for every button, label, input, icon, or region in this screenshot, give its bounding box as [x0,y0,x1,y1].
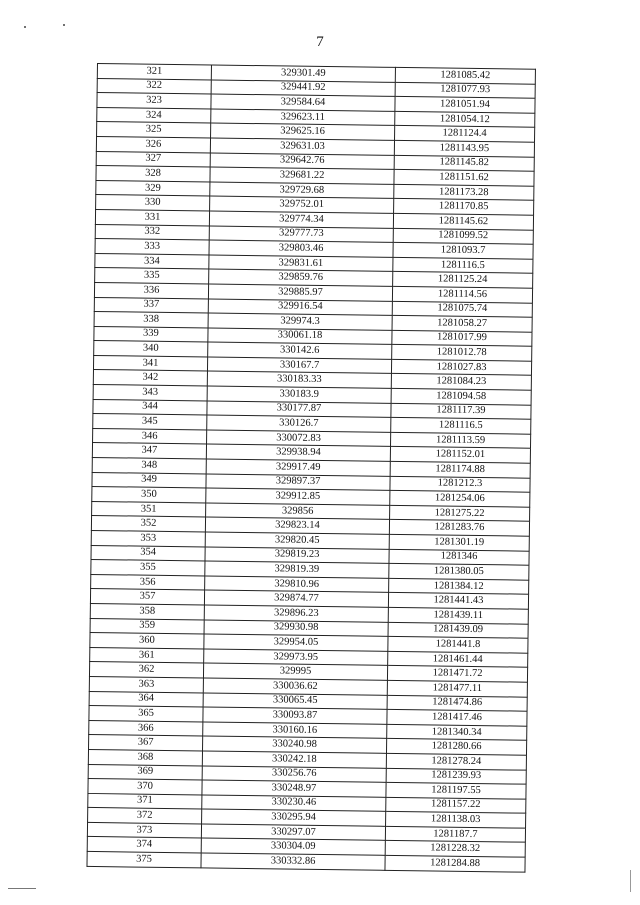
point-number-cell: 359 [90,618,204,634]
footer-rule [8,888,36,889]
y-coordinate-cell: 1281077.93 [395,82,535,98]
y-coordinate-cell: 1281012.78 [392,345,532,361]
x-coordinate-cell: 329954.05 [204,634,388,651]
x-coordinate-cell: 330295.94 [202,809,386,826]
x-coordinate-cell: 329896.23 [204,605,388,622]
point-number-cell: 338 [94,312,208,328]
scan-speck [63,24,65,26]
x-coordinate-cell: 329729.68 [210,182,394,199]
x-coordinate-cell: 329631.03 [210,138,394,155]
x-coordinate-cell: 330160.16 [203,722,387,739]
y-coordinate-cell: 1281084.23 [391,374,531,390]
x-coordinate-cell: 329584.64 [211,94,395,111]
y-coordinate-cell: 1281280.66 [386,739,526,755]
point-number-cell: 349 [92,472,206,488]
y-coordinate-cell: 1281157.22 [386,797,526,813]
x-coordinate-cell: 330297.07 [201,824,385,841]
point-number-cell: 331 [95,209,209,225]
y-coordinate-cell: 1281417.46 [387,709,527,725]
point-number-cell: 325 [97,122,211,138]
y-coordinate-cell: 1281125.24 [393,272,533,288]
point-number-cell: 337 [94,297,208,313]
x-coordinate-cell: 329995 [203,663,387,680]
y-coordinate-cell: 1281085.42 [395,67,535,83]
x-coordinate-cell: 329803.46 [209,240,393,257]
y-coordinate-cell: 1281254.06 [390,491,530,507]
point-number-cell: 335 [95,268,209,284]
point-number-cell: 375 [87,852,201,868]
x-coordinate-cell: 329917.49 [206,459,390,476]
y-coordinate-cell: 1281212.3 [390,476,530,492]
point-number-cell: 370 [88,779,202,795]
scan-edge-mark [630,870,631,892]
point-number-cell: 347 [92,443,206,459]
point-number-cell: 360 [90,633,204,649]
x-coordinate-cell: 329973.95 [204,649,388,666]
point-number-cell: 321 [97,64,211,80]
point-number-cell: 367 [89,735,203,751]
x-coordinate-cell: 330093.87 [203,707,387,724]
x-coordinate-cell: 329856 [206,503,390,520]
x-coordinate-cell: 329774.34 [209,211,393,228]
y-coordinate-cell: 1281278.24 [386,753,526,769]
x-coordinate-cell: 330036.62 [203,678,387,695]
y-coordinate-cell: 1281116.5 [391,418,531,434]
y-coordinate-cell: 1281114.56 [392,286,532,302]
point-number-cell: 352 [91,516,205,532]
page-number: 7 [316,34,324,50]
x-coordinate-cell: 329642.76 [210,153,394,170]
x-coordinate-cell: 330183.33 [207,371,391,388]
x-coordinate-cell: 329823.14 [205,517,389,534]
point-number-cell: 357 [90,589,204,605]
x-coordinate-cell: 329681.22 [210,167,394,184]
x-coordinate-cell: 329777.73 [209,226,393,243]
point-number-cell: 362 [89,662,203,678]
point-number-cell: 326 [96,136,210,152]
y-coordinate-cell: 1281439.11 [388,607,528,623]
y-coordinate-cell: 1281477.11 [387,680,527,696]
y-coordinate-cell: 1281275.22 [390,505,530,521]
x-coordinate-cell: 329938.94 [206,444,390,461]
point-number-cell: 332 [95,224,209,240]
point-number-cell: 333 [95,239,209,255]
point-number-cell: 340 [94,341,208,357]
y-coordinate-cell: 1281093.7 [393,243,533,259]
x-coordinate-cell: 329831.61 [209,255,393,272]
y-coordinate-cell: 1281301.19 [389,534,529,550]
x-coordinate-cell: 330230.46 [202,795,386,812]
point-number-cell: 361 [90,647,204,663]
x-coordinate-cell: 329912.85 [206,488,390,505]
point-number-cell: 368 [88,749,202,765]
y-coordinate-cell: 1281143.95 [394,140,534,156]
x-coordinate-cell: 329623.11 [211,109,395,126]
x-coordinate-cell: 329974.3 [208,313,392,330]
point-number-cell: 329 [96,180,210,196]
y-coordinate-cell: 1281197.55 [386,782,526,798]
point-number-cell: 346 [93,428,207,444]
y-coordinate-cell: 1281138.03 [386,812,526,828]
y-coordinate-cell: 1281471.72 [387,666,527,682]
y-coordinate-cell: 1281054.12 [395,111,535,127]
y-coordinate-cell: 1281174.88 [390,461,530,477]
x-coordinate-cell: 330183.9 [207,386,391,403]
point-number-cell: 343 [93,385,207,401]
point-number-cell: 372 [88,808,202,824]
x-coordinate-cell: 329819.39 [205,561,389,578]
x-coordinate-cell: 330240.98 [203,736,387,753]
x-coordinate-cell: 329810.96 [205,576,389,593]
y-coordinate-cell: 1281384.12 [389,578,529,594]
coordinates-table [86,63,535,872]
y-coordinate-cell: 1281058.27 [392,315,532,331]
point-number-cell: 366 [89,720,203,736]
y-coordinate-cell: 1281116.5 [393,257,533,273]
x-coordinate-cell: 330256.76 [202,765,386,782]
x-coordinate-cell: 329916.54 [208,298,392,315]
point-number-cell: 328 [96,166,210,182]
y-coordinate-cell: 1281113.59 [391,432,531,448]
point-number-cell: 341 [93,355,207,371]
point-number-cell: 322 [97,78,211,94]
point-number-cell: 365 [89,706,203,722]
x-coordinate-cell: 330248.97 [202,780,386,797]
point-number-cell: 348 [92,458,206,474]
x-coordinate-cell: 330167.7 [207,357,391,374]
point-number-cell: 353 [91,530,205,546]
y-coordinate-cell: 1281094.58 [391,388,531,404]
x-coordinate-cell: 330142.6 [208,342,392,359]
y-coordinate-cell: 1281152.01 [390,447,530,463]
x-coordinate-cell: 329885.97 [208,284,392,301]
y-coordinate-cell: 1281439.09 [388,622,528,638]
point-number-cell: 369 [88,764,202,780]
x-coordinate-cell: 329301.49 [211,65,395,82]
point-number-cell: 342 [93,370,207,386]
y-coordinate-cell: 1281283.76 [389,520,529,536]
y-coordinate-cell: 1281239.93 [386,768,526,784]
y-coordinate-cell: 1281346 [389,549,529,565]
x-coordinate-cell: 330332.86 [201,853,385,870]
point-number-cell: 336 [94,282,208,298]
point-number-cell: 327 [96,151,210,167]
x-coordinate-cell: 330304.09 [201,838,385,855]
y-coordinate-cell: 1281170.85 [394,199,534,215]
x-coordinate-cell: 329874.77 [204,590,388,607]
x-coordinate-cell: 330177.87 [207,401,391,418]
y-coordinate-cell: 1281117.39 [391,403,531,419]
y-coordinate-cell: 1281474.86 [387,695,527,711]
x-coordinate-cell: 330061.18 [208,328,392,345]
point-number-cell: 371 [88,793,202,809]
y-coordinate-cell: 1281124.4 [395,126,535,142]
x-coordinate-cell: 330072.83 [207,430,391,447]
y-coordinate-cell: 1281075.74 [392,301,532,317]
y-coordinate-cell: 1281051.94 [395,97,535,113]
x-coordinate-cell: 329752.01 [210,196,394,213]
scan-speck [24,26,26,28]
y-coordinate-cell: 1281228.32 [385,841,525,857]
point-number-cell: 323 [97,93,211,109]
y-coordinate-cell: 1281461.44 [388,651,528,667]
point-number-cell: 334 [95,253,209,269]
y-coordinate-cell: 1281151.62 [394,170,534,186]
point-number-cell: 351 [92,501,206,517]
point-number-cell: 354 [91,545,205,561]
y-coordinate-cell: 1281187.7 [385,826,525,842]
x-coordinate-cell: 329859.76 [209,269,393,286]
x-coordinate-cell: 330126.7 [207,415,391,432]
x-coordinate-cell: 329625.16 [211,123,395,140]
point-number-cell: 345 [93,414,207,430]
y-coordinate-cell: 1281340.34 [387,724,527,740]
y-coordinate-cell: 1281441.8 [388,637,528,653]
point-number-cell: 350 [92,487,206,503]
y-coordinate-cell: 1281380.05 [389,564,529,580]
x-coordinate-cell: 329441.92 [211,80,395,97]
point-number-cell: 356 [91,574,205,590]
y-coordinate-cell: 1281027.83 [391,359,531,375]
point-number-cell: 355 [91,560,205,576]
point-number-cell: 330 [96,195,210,211]
point-number-cell: 339 [94,326,208,342]
x-coordinate-cell: 329897.37 [206,474,390,491]
point-number-cell: 363 [89,676,203,692]
table-body [87,64,535,872]
y-coordinate-cell: 1281441.43 [388,593,528,609]
y-coordinate-cell: 1281017.99 [392,330,532,346]
y-coordinate-cell: 1281099.52 [393,228,533,244]
x-coordinate-cell: 330242.18 [202,751,386,768]
y-coordinate-cell: 1281173.28 [394,184,534,200]
x-coordinate-cell: 329930.98 [204,620,388,637]
x-coordinate-cell: 330065.45 [203,692,387,709]
point-number-cell: 374 [87,837,201,853]
x-coordinate-cell: 329819.23 [205,547,389,564]
point-number-cell: 373 [87,822,201,838]
y-coordinate-cell: 1281145.62 [393,213,533,229]
x-coordinate-cell: 329820.45 [205,532,389,549]
point-number-cell: 364 [89,691,203,707]
point-number-cell: 358 [90,603,204,619]
point-number-cell: 324 [97,107,211,123]
point-number-cell: 344 [93,399,207,415]
y-coordinate-cell: 1281284.88 [385,855,525,871]
y-coordinate-cell: 1281145.82 [394,155,534,171]
